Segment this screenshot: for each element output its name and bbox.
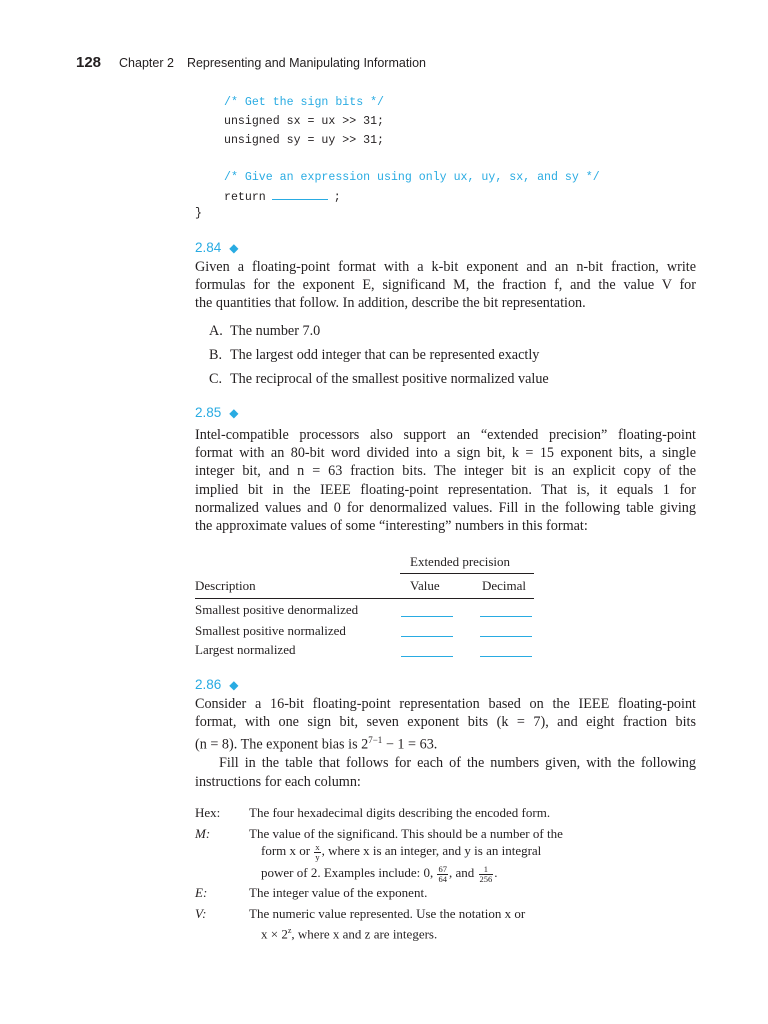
def-m-line1: The value of the significand. This should be a number of the	[249, 826, 563, 841]
def-v-line1: The numeric value represented. Use the notation x or	[249, 906, 526, 921]
group-rule	[400, 573, 534, 574]
header-rule	[195, 598, 534, 599]
answer-blank	[272, 189, 328, 200]
text-span: (n = 8). The exponent bias is 2	[195, 737, 369, 754]
fraction-denominator: 64	[438, 873, 447, 884]
problem-number: 2.85	[195, 405, 222, 420]
text-span: − 1 = 63.	[382, 737, 438, 754]
text-line: Consider a 16-bit floating-point representation based on the IEEE floating-point	[195, 696, 696, 712]
fraction-numerator: 67	[438, 864, 447, 875]
text-span: , where x and z are integers.	[291, 926, 438, 942]
def-m-line2	[261, 841, 541, 861]
text-line: implied bit in the IEEE floating-point representation. That is, it equals 1 for	[195, 481, 696, 498]
item-text: The largest odd integer that can be represented exactly	[230, 347, 540, 363]
text-span: .	[494, 865, 498, 880]
code-semicolon: ;	[333, 191, 341, 204]
problem-2-84-text	[195, 258, 696, 313]
fraction-denominator: y	[315, 851, 320, 862]
group-header: Extended precision	[410, 554, 510, 569]
problem-2-86-heading	[195, 677, 239, 692]
text-line: format with an 80-bit word divided into a sign bit, k = 15 exponent bits, a single	[195, 445, 696, 462]
def-m-line3	[261, 863, 498, 883]
problem-2-86-text	[195, 695, 696, 791]
code-comment-sign-bits: /* Get the sign bits */	[224, 96, 385, 109]
problem-number: 2.86	[195, 677, 222, 692]
answer-blank	[401, 616, 453, 617]
answer-blank	[480, 656, 532, 657]
text-span: power of 2. Examples include: 0,	[261, 865, 437, 880]
term-v: V:	[195, 906, 207, 921]
answer-blank	[480, 616, 532, 617]
diamond-icon: ◆	[229, 678, 239, 692]
item-text: The reciprocal of the smallest positive normalized value	[230, 371, 549, 387]
term-m: M:	[195, 826, 211, 841]
fraction-numerator: 1	[479, 865, 494, 875]
text-line: format, with one sign bit, seven exponent bits (k = 7), and eight fraction bits	[195, 714, 696, 731]
item-text: The number 7.0	[230, 323, 321, 339]
term-hex: Hex:	[195, 805, 221, 820]
list-item	[209, 371, 549, 388]
table-row-label: Largest normalized	[195, 642, 296, 657]
code-comment-expression: /* Give an expression using only ux, uy, sx, and sy */	[224, 171, 600, 184]
text-span: x × 2	[261, 926, 288, 942]
list-item	[209, 323, 320, 340]
fraction	[314, 843, 320, 861]
page-number: 128	[76, 54, 102, 71]
def-v-line2	[261, 921, 437, 944]
text-span: , and	[448, 865, 478, 880]
text-span: form x or	[261, 843, 314, 858]
text-span: , where x is an integer, and y is an integral	[321, 843, 542, 858]
exponent: z	[287, 926, 292, 935]
fraction	[479, 865, 494, 883]
fraction-denominator: 256	[479, 873, 493, 884]
fraction	[437, 865, 448, 883]
item-label: C.	[209, 371, 223, 387]
problem-2-85-heading	[195, 405, 239, 420]
text-line: the quantities that follow. In addition, describe the bit representation.	[195, 295, 586, 312]
chapter-label: Chapter 2	[119, 56, 174, 70]
item-label: B.	[209, 347, 223, 363]
answer-blank	[480, 636, 532, 637]
text-line: integer bit, and n = 63 fraction bits. The integer bit is an explicit copy of the	[195, 463, 696, 480]
item-label: A.	[209, 323, 223, 339]
term-e: E:	[195, 885, 208, 900]
text-line: instructions for each column:	[195, 773, 361, 790]
text-line: Fill in the table that follows for each of the numbers given, with the following	[219, 755, 696, 772]
fraction-numerator: x	[315, 842, 320, 853]
def-hex: The four hexadecimal digits describing the encoded form.	[249, 805, 551, 820]
problem-2-84-heading	[195, 240, 239, 255]
text-line: formulas for the exponent E, significand M, the fraction f, and the value V for	[195, 277, 696, 294]
text-line: Intel-compatible processors also support an “extended precision” floating-point	[195, 427, 696, 443]
chapter-title: Representing and Manipulating Information	[186, 56, 426, 70]
col-header-description: Description	[195, 578, 256, 593]
text-line: Given a floating-point format with a k-bit exponent and an n-bit fraction, write	[195, 259, 696, 275]
code-return-line	[224, 189, 341, 205]
answer-blank	[401, 656, 453, 657]
def-e: The integer value of the exponent.	[249, 885, 428, 900]
code-closing-brace: }	[195, 207, 202, 220]
diamond-icon: ◆	[229, 406, 239, 420]
code-line-sy: unsigned sy = uy >> 31;	[224, 134, 385, 147]
problem-2-85-text	[195, 426, 696, 535]
problem-number: 2.84	[195, 240, 222, 255]
text-line: normalized values and 0 for denormalized values. Fill in the following table giving	[195, 499, 696, 516]
code-line-sx: unsigned sx = ux >> 31;	[224, 115, 385, 128]
table-row-label: Smallest positive normalized	[195, 623, 346, 638]
list-item	[209, 347, 539, 364]
page-header	[76, 54, 426, 74]
col-header-value: Value	[410, 578, 440, 593]
code-return-keyword: return	[224, 191, 266, 204]
col-header-decimal: Decimal	[482, 578, 527, 593]
diamond-icon: ◆	[229, 241, 239, 255]
answer-blank	[401, 636, 453, 637]
table-row-label: Smallest positive denormalized	[195, 602, 359, 617]
text-line: the approximate values of some “interesting” numbers in this format:	[195, 518, 588, 535]
exponent: 7−1	[368, 735, 383, 746]
extended-precision-table	[195, 552, 534, 664]
text-line	[195, 731, 696, 754]
